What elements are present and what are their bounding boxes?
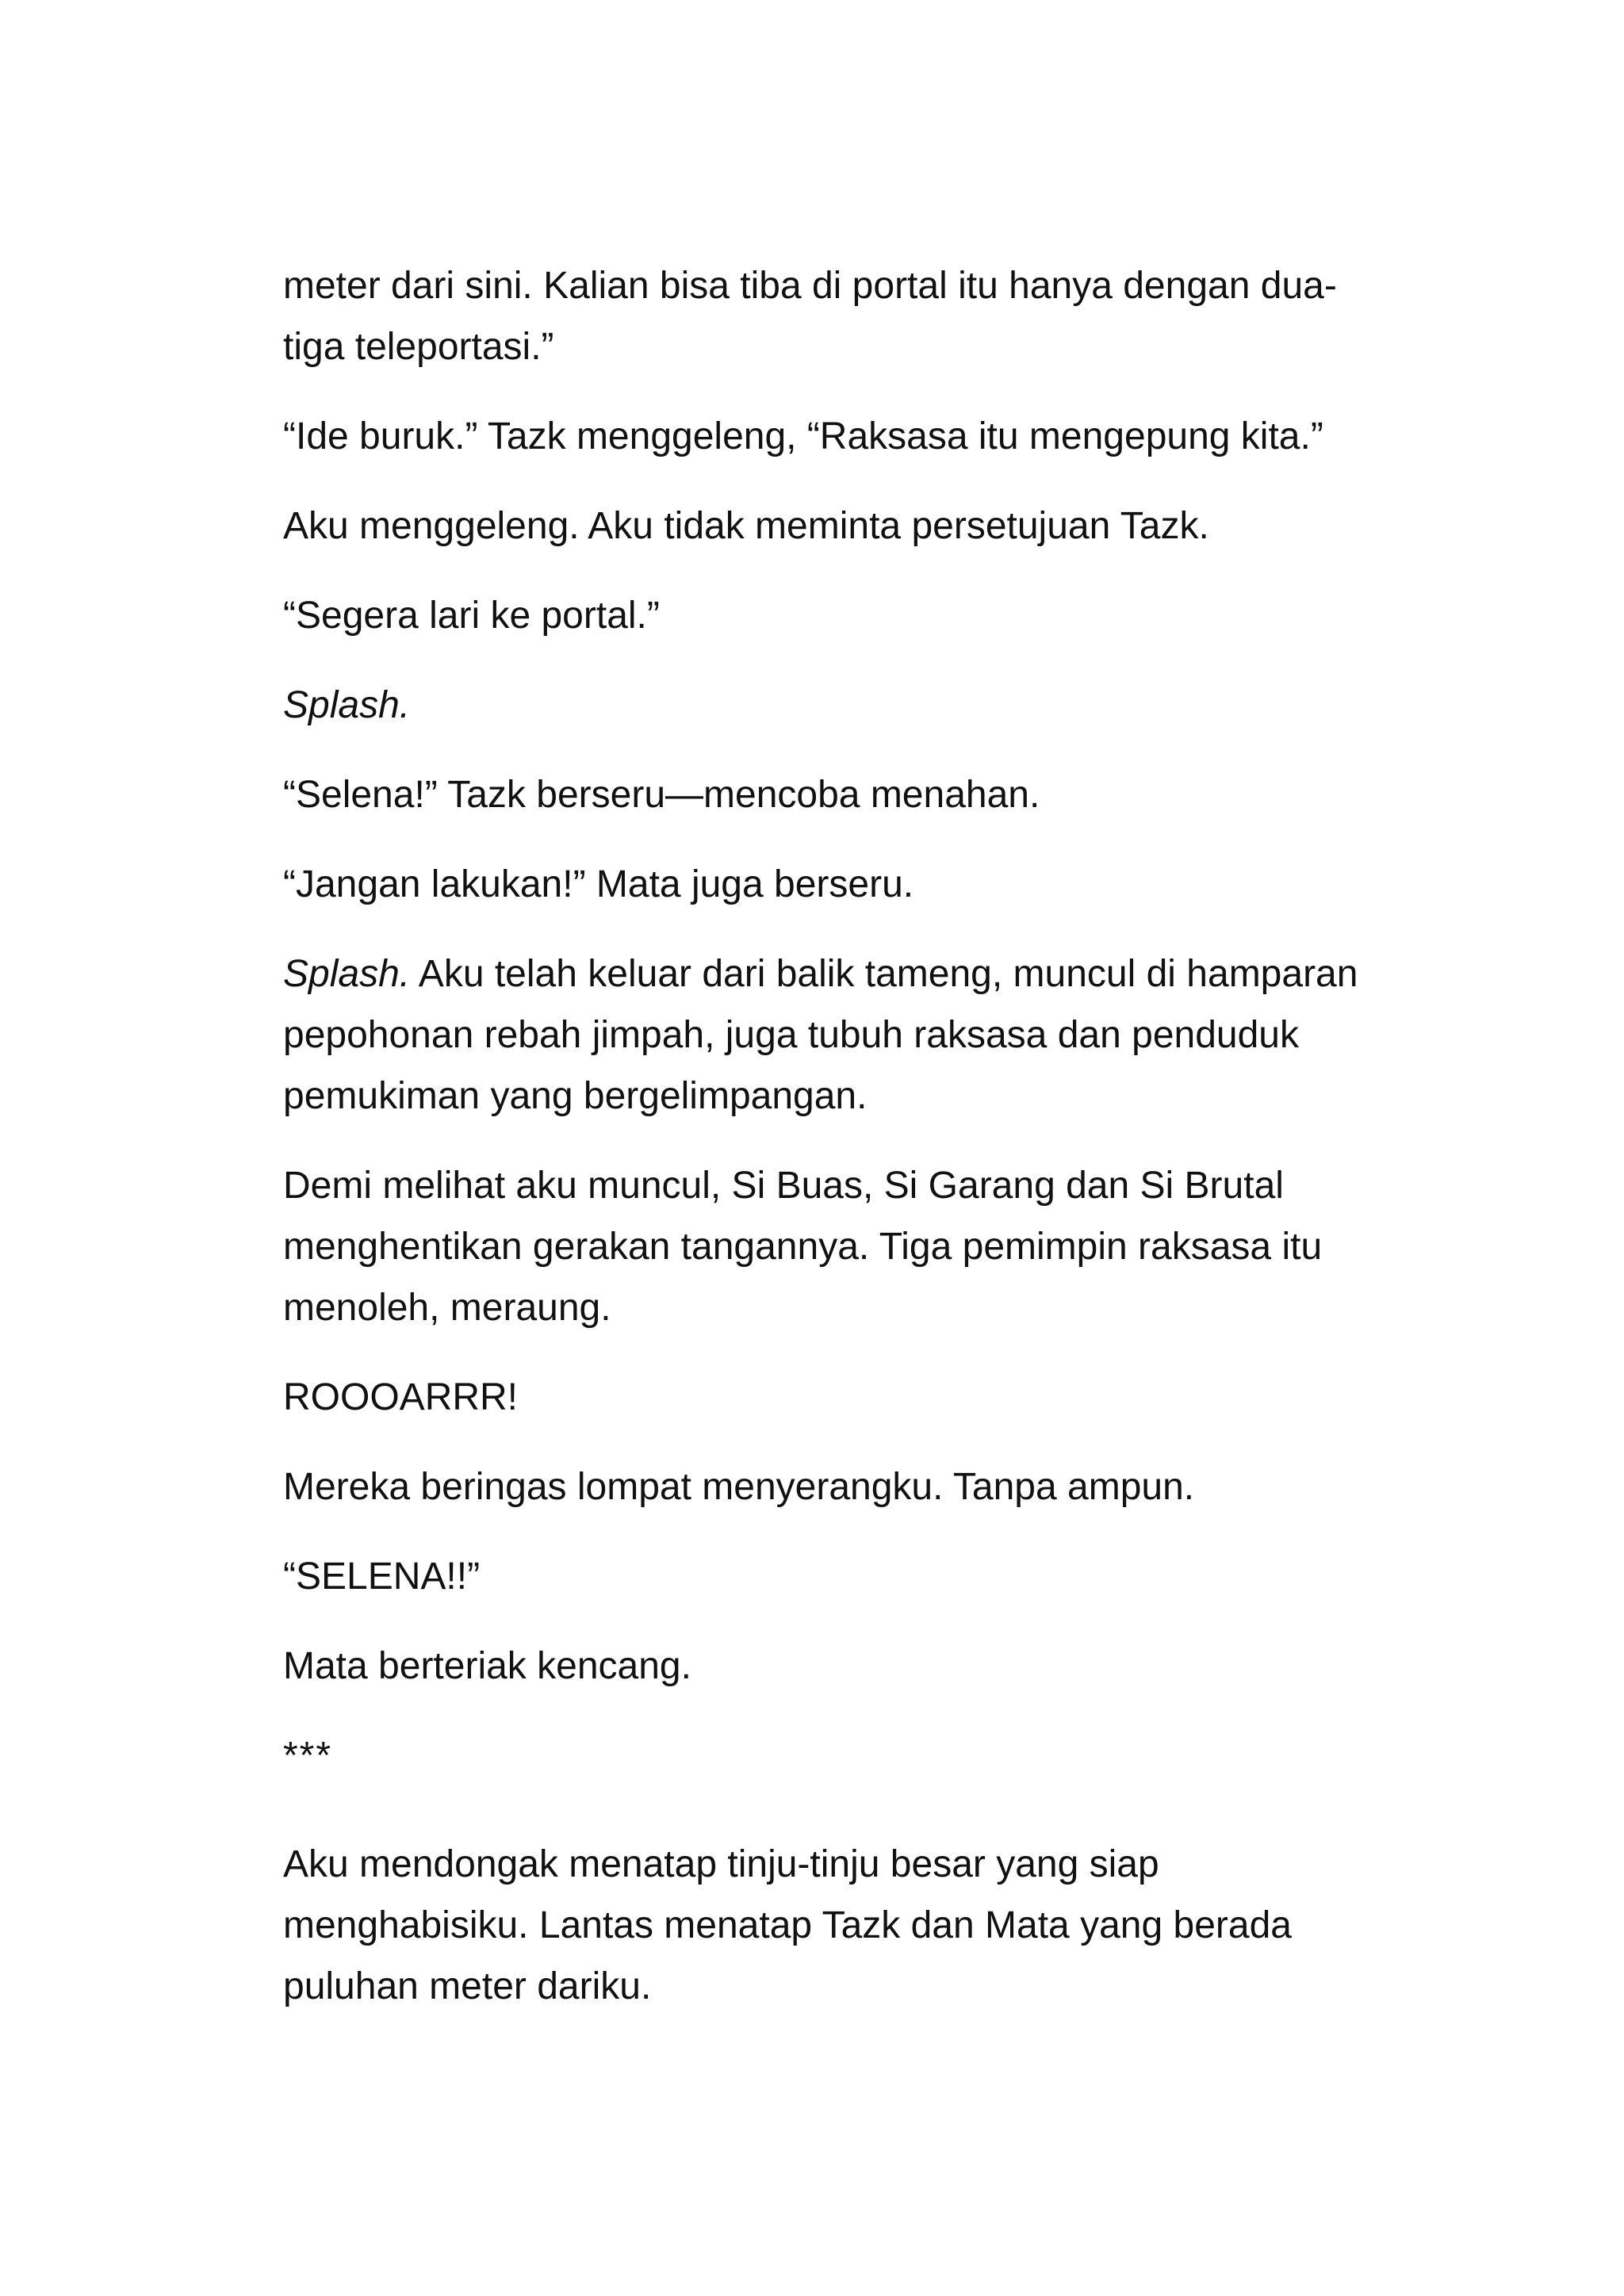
paragraph-7: “Jangan lakukan!” Mata juga berseru. bbox=[283, 863, 914, 905]
paragraph-8: Splash. Aku telah keluar dari balik tameng, muncul di hamparan pepohonan rebah jimpah, juga tubuh raksasa dan penduduk pemukiman yang bergelimpangan. bbox=[283, 953, 1358, 1117]
paragraph-9: Demi melihat aku muncul, Si Buas, Si Garang dan Si Brutal menghentikan gerakan tangannya. Tiga pemimpin raksasa itu menoleh, meraung. bbox=[283, 1165, 1323, 1329]
paragraph-12: “SELENA!!” bbox=[283, 1556, 481, 1598]
paragraph-11: Mereka beringas lompat menyerangku. Tanpa ampun. bbox=[283, 1466, 1195, 1508]
paragraph-1: meter dari sini. Kalian bisa tiba di portal itu hanya dengan dua-tiga teleportasi.” bbox=[283, 265, 1337, 368]
paragraph-5 bbox=[283, 675, 1362, 736]
paragraph-3: Aku menggeleng. Aku tidak meminta persetujuan Tazk. bbox=[283, 505, 1209, 547]
scene-break: *** bbox=[283, 1735, 333, 1777]
paragraph-15: Aku mendongak menatap tinju-tinju besar yang siap menghabisiku. Lantas menatap Tazk dan Mata yang berada puluhan meter dariku. bbox=[283, 1843, 1292, 2007]
paragraph-2: “Ide buruk.” Tazk menggeleng, “Raksasa itu mengepung kita.” bbox=[283, 415, 1323, 457]
body-text bbox=[283, 255, 1362, 2045]
paragraph-6: “Selena!” Tazk berseru—mencoba menahan. bbox=[283, 774, 1040, 816]
sound-effect: Splash. bbox=[283, 684, 411, 726]
paragraph-10: ROOOARRR! bbox=[283, 1376, 519, 1418]
sound-effect: Splash. bbox=[283, 953, 411, 995]
paragraph-13: Mata berteriak kencang. bbox=[283, 1645, 691, 1687]
paragraph-4: “Segera lari ke portal.” bbox=[283, 595, 660, 637]
